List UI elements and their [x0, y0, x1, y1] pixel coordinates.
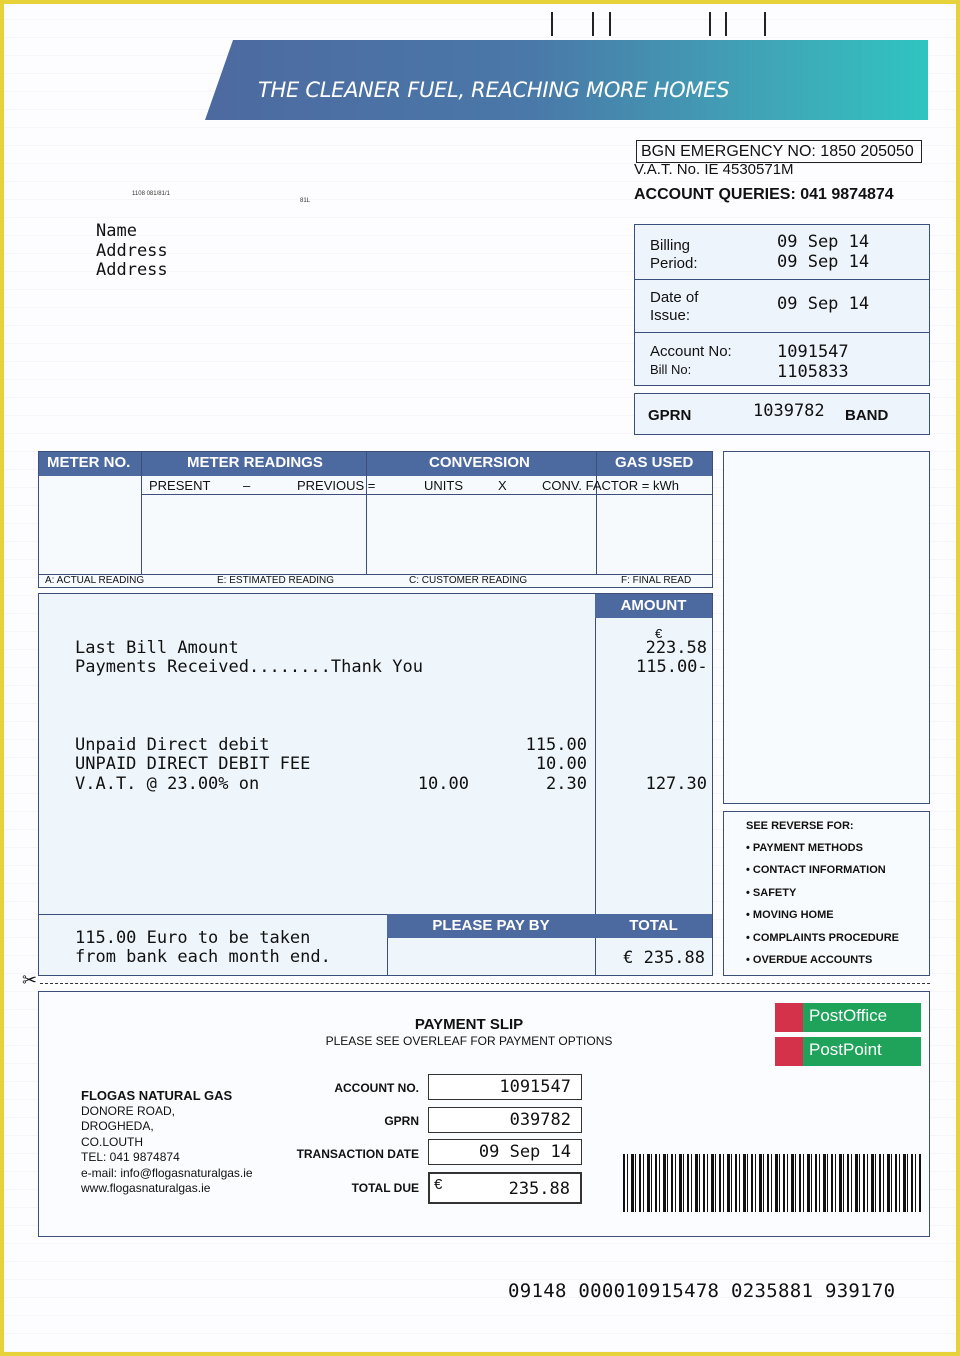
gprn-box	[634, 393, 930, 435]
payment-slip-title: PAYMENT SLIP	[414, 1016, 524, 1033]
registration-mark	[551, 12, 553, 36]
barcode	[623, 1154, 921, 1212]
slip-account-label: ACCOUNT NO.	[334, 1081, 419, 1095]
reading-legend: F: FINAL READ	[621, 575, 692, 586]
reverse-item: • SAFETY	[746, 887, 797, 899]
registration-mark	[592, 12, 594, 36]
scissors-icon: ✂	[22, 970, 38, 990]
payments-received-label: Payments Received........Thank You	[75, 657, 423, 677]
print-code: 81L	[300, 198, 311, 204]
payment-slip	[38, 991, 930, 1237]
bill-details	[38, 593, 713, 976]
registration-mark	[709, 12, 711, 36]
gas-used-header: GAS USED	[615, 454, 694, 471]
billing-period-label: Billing Period:	[650, 237, 698, 272]
reverse-item: • OVERDUE ACCOUNTS	[746, 954, 873, 966]
total-amount: € 235.88	[623, 948, 705, 968]
amount-header: AMOUNT	[595, 594, 712, 618]
vat-value: 2.30	[546, 774, 587, 794]
slip-transaction-date-field: 09 Sep 14	[428, 1139, 582, 1165]
cut-line	[40, 983, 930, 984]
reading-legend: A: ACTUAL READING	[45, 575, 145, 586]
issue-date-label: Date of Issue:	[650, 289, 699, 324]
meter-no-header: METER NO.	[47, 454, 131, 471]
unpaid-debit-value: 115.00	[525, 735, 587, 755]
payments-received-amount: 115.00-	[636, 657, 708, 677]
slip-gprn-label: GPRN	[384, 1114, 419, 1128]
unpaid-fee-label: UNPAID DIRECT DEBIT FEE	[75, 754, 311, 774]
meter-table-header	[39, 452, 712, 476]
previous-label: PREVIOUS =	[297, 478, 376, 493]
reverse-item: • MOVING HOME	[746, 909, 834, 921]
slip-gprn-field: 039782	[428, 1107, 582, 1133]
account-bill-number: 1091547 1105833	[777, 342, 849, 382]
reverse-item: • PAYMENT METHODS	[746, 842, 863, 854]
times-label: X	[498, 478, 507, 493]
emergency-number: BGN EMERGENCY NO: 1850 205050	[636, 140, 922, 163]
band-label: BAND	[845, 407, 889, 424]
unpaid-fee-value: 10.00	[535, 754, 587, 774]
see-reverse-title: SEE REVERSE FOR:	[746, 820, 854, 832]
gprn-label: GPRN	[648, 407, 692, 424]
last-bill-label: Last Bill Amount	[75, 638, 239, 658]
reverse-item: • COMPLAINTS PROCEDURE	[746, 932, 899, 944]
charges-subtotal: 127.30	[645, 774, 707, 794]
billing-info-box	[634, 224, 930, 386]
meter-readings-table	[38, 451, 713, 588]
slip-transaction-date-label: TRANSACTION DATE	[296, 1147, 419, 1161]
last-bill-amount: 223.58	[645, 638, 707, 658]
dash-label: –	[243, 478, 251, 493]
kwh-label: kWh	[653, 478, 679, 493]
issue-date-value: 09 Sep 14	[777, 294, 870, 314]
registration-mark	[609, 12, 611, 36]
billing-period-value: 09 Sep 14 09 Sep 14	[777, 232, 870, 272]
customer-address-line: Address	[96, 260, 168, 280]
euro-symbol: €	[434, 1176, 443, 1193]
customer-address	[96, 222, 168, 281]
reverse-item: • CONTACT INFORMATION	[746, 864, 886, 876]
payment-slip-subtitle: PLEASE SEE OVERLEAF FOR PAYMENT OPTIONS	[325, 1034, 613, 1048]
vat-base: 10.00	[417, 774, 469, 794]
print-code: 1108 081/81/1	[132, 191, 170, 197]
slip-total-due-field	[428, 1172, 582, 1204]
vat-number: V.A.T. No. IE 4530571M	[634, 161, 794, 178]
currency-symbol: €	[655, 626, 663, 641]
customer-address-line: Address	[96, 240, 168, 261]
conversion-header: CONVERSION	[429, 454, 530, 471]
vat-label: V.A.T. @ 23.00% on	[75, 774, 260, 794]
postpoint-logo: PostPoint	[775, 1037, 921, 1066]
total-header: TOTAL	[595, 914, 712, 938]
postpoint-icon	[775, 1037, 803, 1066]
gprn-value: 1039782	[753, 401, 825, 421]
slip-total-due-value: 235.88	[508, 1179, 570, 1199]
account-queries: ACCOUNT QUERIES: 041 9874874	[634, 186, 894, 203]
company-address: FLOGAS NATURAL GAS DONORE ROAD, DROGHEDA, CO.LOUTH TEL: 041 9874874 e-mail: info@flogasnaturalgas.ie www.flogasnaturalgas.ie	[81, 1088, 253, 1195]
reading-legend: E: ESTIMATED READING	[217, 575, 335, 586]
slip-account-field: 1091547	[428, 1074, 582, 1100]
reading-legend: C: CUSTOMER READING	[409, 575, 528, 586]
direct-debit-note: from bank each month end.	[75, 947, 331, 967]
registration-mark	[725, 12, 727, 36]
account-number-label: Account No: Bill No:	[650, 343, 732, 377]
slip-total-due-label: TOTAL DUE	[351, 1181, 419, 1195]
direct-debit-note: 115.00 Euro to be taken	[75, 928, 311, 948]
notes-panel	[723, 451, 930, 804]
present-label: PRESENT	[149, 478, 211, 493]
slogan-text: THE CLEANER FUEL, REACHING MORE HOMES	[258, 78, 730, 102]
see-reverse-panel	[723, 811, 930, 976]
registration-mark	[764, 12, 766, 36]
postoffice-icon	[775, 1003, 803, 1032]
unpaid-debit-label: Unpaid Direct debit	[75, 735, 270, 755]
units-label: UNITS	[424, 478, 463, 493]
meter-readings-header: METER READINGS	[187, 454, 323, 471]
postoffice-logo: PostOffice	[775, 1003, 921, 1032]
please-pay-by-header: PLEASE PAY BY	[387, 914, 595, 938]
payment-reference-code: 09148 000010915478 0235881 939170	[508, 1280, 896, 1302]
conv-factor-label: CONV. FACTOR =	[542, 478, 650, 493]
customer-name: Name	[96, 221, 137, 241]
